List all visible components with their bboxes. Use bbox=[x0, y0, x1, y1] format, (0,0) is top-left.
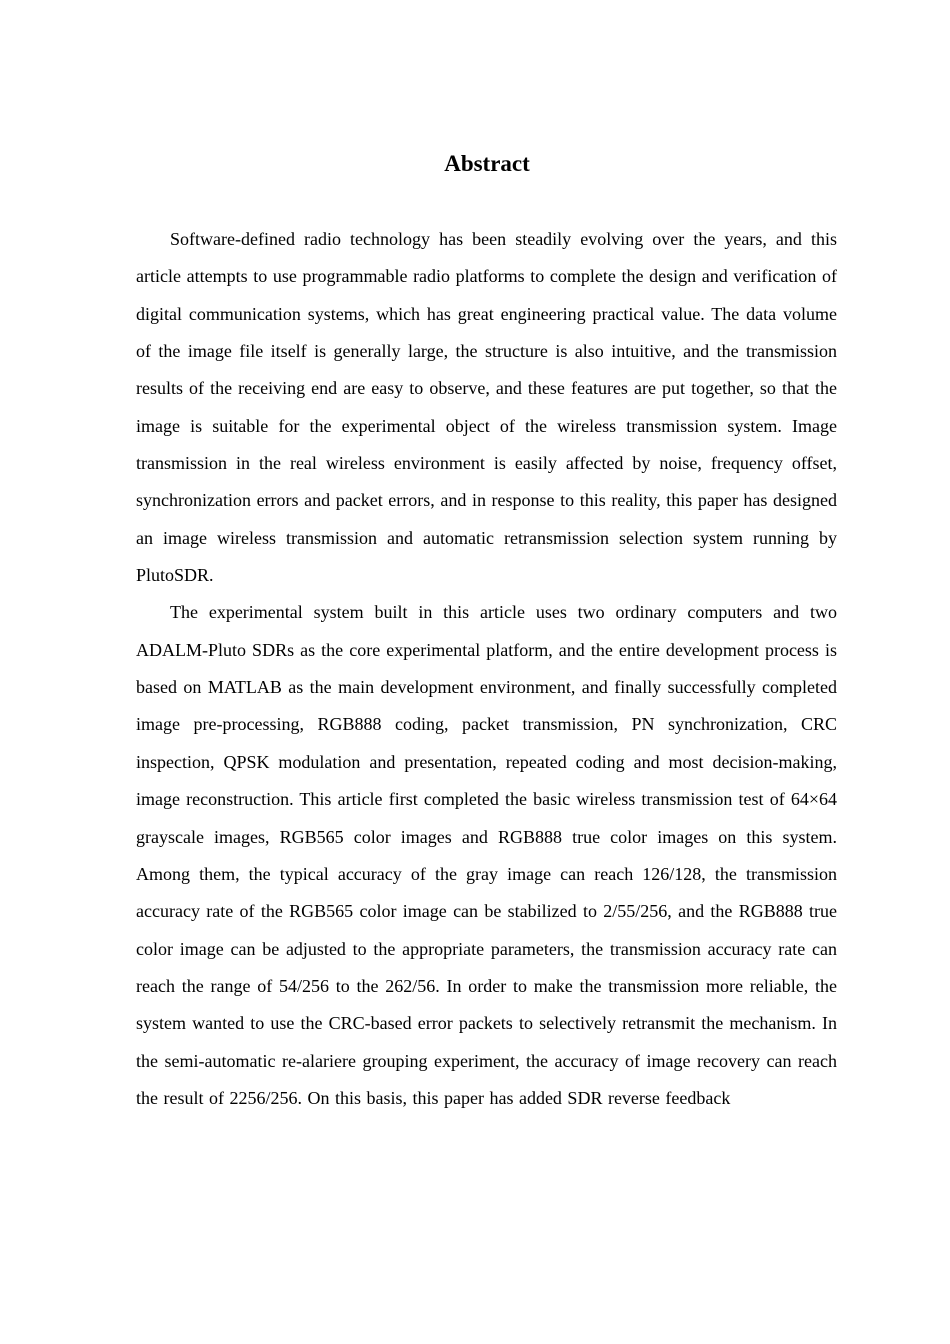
abstract-body bbox=[136, 221, 837, 1117]
page-title: Abstract bbox=[444, 151, 530, 176]
abstract-paragraph-2: The experimental system built in this article uses two ordinary computers and two ADALM-Pluto SDRs as the core experimental platform, and the entire development process is based on MATLAB as the main development environment, and finally successfully completed image pre-processing, RGB888 coding, packet transmission, PN synchronization, CRC inspection, QPSK modulation and presentation, repeated coding and most decision-making, image reconstruction. This article first completed the basic wireless transmission test of 64×64 grayscale images, RGB565 color images and RGB888 true color images on this system. Among them, the typical accuracy of the gray image can reach 126/128, the transmission accuracy rate of the RGB565 color image can be stabilized to 2/55/256, and the RGB888 true color image can be adjusted to the appropriate parameters, the transmission accuracy rate can reach the range of 54/256 to the 262/56. In order to make the transmission more reliable, the system wanted to use the CRC-based error packets to selectively retransmit the mechanism. In the semi-automatic re-alariere grouping experiment, the accuracy of image recovery can reach the result of 2256/256. On this basis, this paper has added SDR reverse feedback bbox=[136, 602, 837, 1108]
abstract-paragraph-1: Software-defined radio technology has been steadily evolving over the years, and this article attempts to use programmable radio platforms to complete the design and verification of digital communication systems, which has great engineering practical value. The data volume of the image file itself is generally large, the structure is also intuitive, and the transmission results of the receiving end are easy to observe, and these features are put together, so that the image is suitable for the experimental object of the wireless transmission system. Image transmission in the real wireless environment is easily affected by noise, frequency offset, synchronization errors and packet errors, and in response to this reality, this paper has designed an image wireless transmission and automatic retransmission selection system running by PlutoSDR. bbox=[136, 229, 837, 586]
